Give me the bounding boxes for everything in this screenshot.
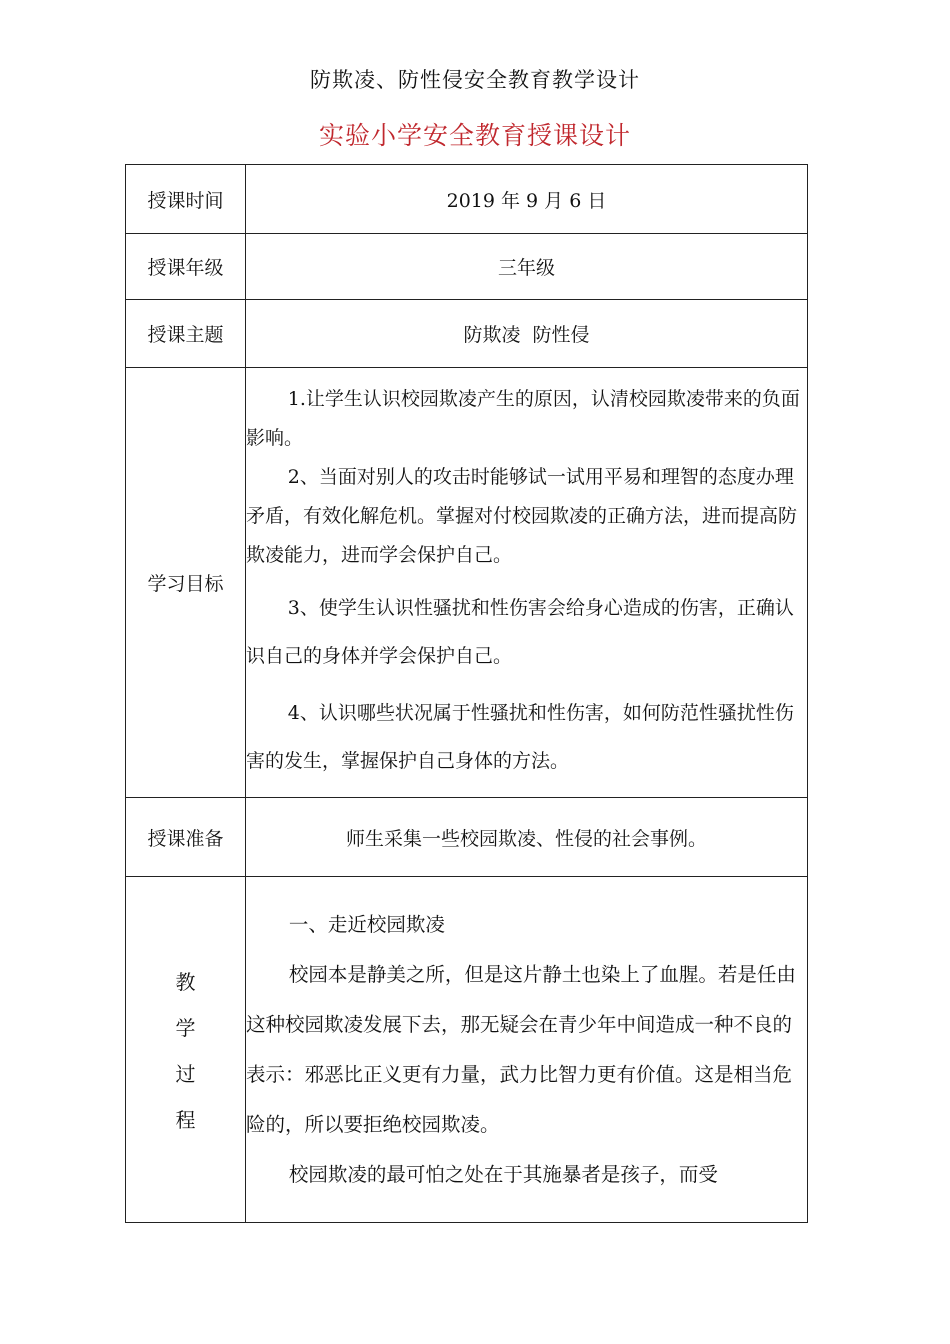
document-subtitle: 实验小学安全教育授课设计 [318, 121, 631, 150]
process-paragraph: 校园欺凌的最可怕之处在于其施暴者是孩子，而受 [288, 1162, 718, 1186]
process-label-char: 程 [175, 1108, 196, 1132]
goals-label: 学习目标 [126, 368, 246, 798]
time-label: 授课时间 [126, 165, 246, 234]
table-row [126, 300, 808, 368]
lesson-plan-table [125, 164, 808, 1223]
preparation-label: 授课准备 [126, 798, 246, 877]
time-value: 2019 年 9 月 6 日 [246, 165, 808, 234]
table-row [126, 165, 808, 234]
goal-item: 3、使学生认识性骚扰和性伤害会给身心造成的伤害，正确认识自己的身体并学会保护自己。 [246, 597, 794, 667]
preparation-value: 师生采集一些校园欺凌、性侵的社会事例。 [246, 798, 808, 877]
process-paragraph: 一、走近校园欺凌 [288, 912, 445, 936]
document-title: 防欺凌、防性侵安全教育教学设计 [310, 68, 640, 92]
goal-item: 4、认识哪些状况属于性骚扰和性伤害，如何防范性骚扰性伤害的发生，掌握保护自己身体的方法。 [246, 702, 794, 772]
goal-item: 1.让学生认识校园欺凌产生的原因，认清校园欺凌带来的负面影响。 [246, 388, 800, 449]
process-label [126, 877, 246, 1223]
topic-label: 授课主题 [126, 300, 246, 368]
table-row [126, 798, 808, 877]
topic-value: 防欺凌 防性侵 [246, 300, 808, 368]
table-row [126, 877, 808, 1223]
table-row [126, 368, 808, 798]
process-label-char: 教 [175, 970, 196, 994]
goal-item: 2、当面对别人的攻击时能够试一试用平易和理智的态度办理矛盾，有效化解危机。掌握对付校园欺凌的正确方法，进而提高防欺凌能力，进而学会保护自己。 [246, 466, 798, 566]
process-paragraph: 校园本是静美之所，但是这片静土也染上了血腥。若是任由这种校园欺凌发展下去，那无疑会在青少年中间造成一种不良的表示：邪恶比正义更有力量，武力比智力更有价值。这是相当危险的，所以要拒绝校园欺凌。 [246, 962, 796, 1136]
process-content [246, 877, 808, 1223]
table-row [126, 234, 808, 300]
grade-value: 三年级 [246, 234, 808, 300]
process-label-char: 过 [175, 1062, 196, 1086]
process-label-char: 学 [175, 1016, 196, 1040]
goals-content [246, 368, 808, 798]
grade-label: 授课年级 [126, 234, 246, 300]
